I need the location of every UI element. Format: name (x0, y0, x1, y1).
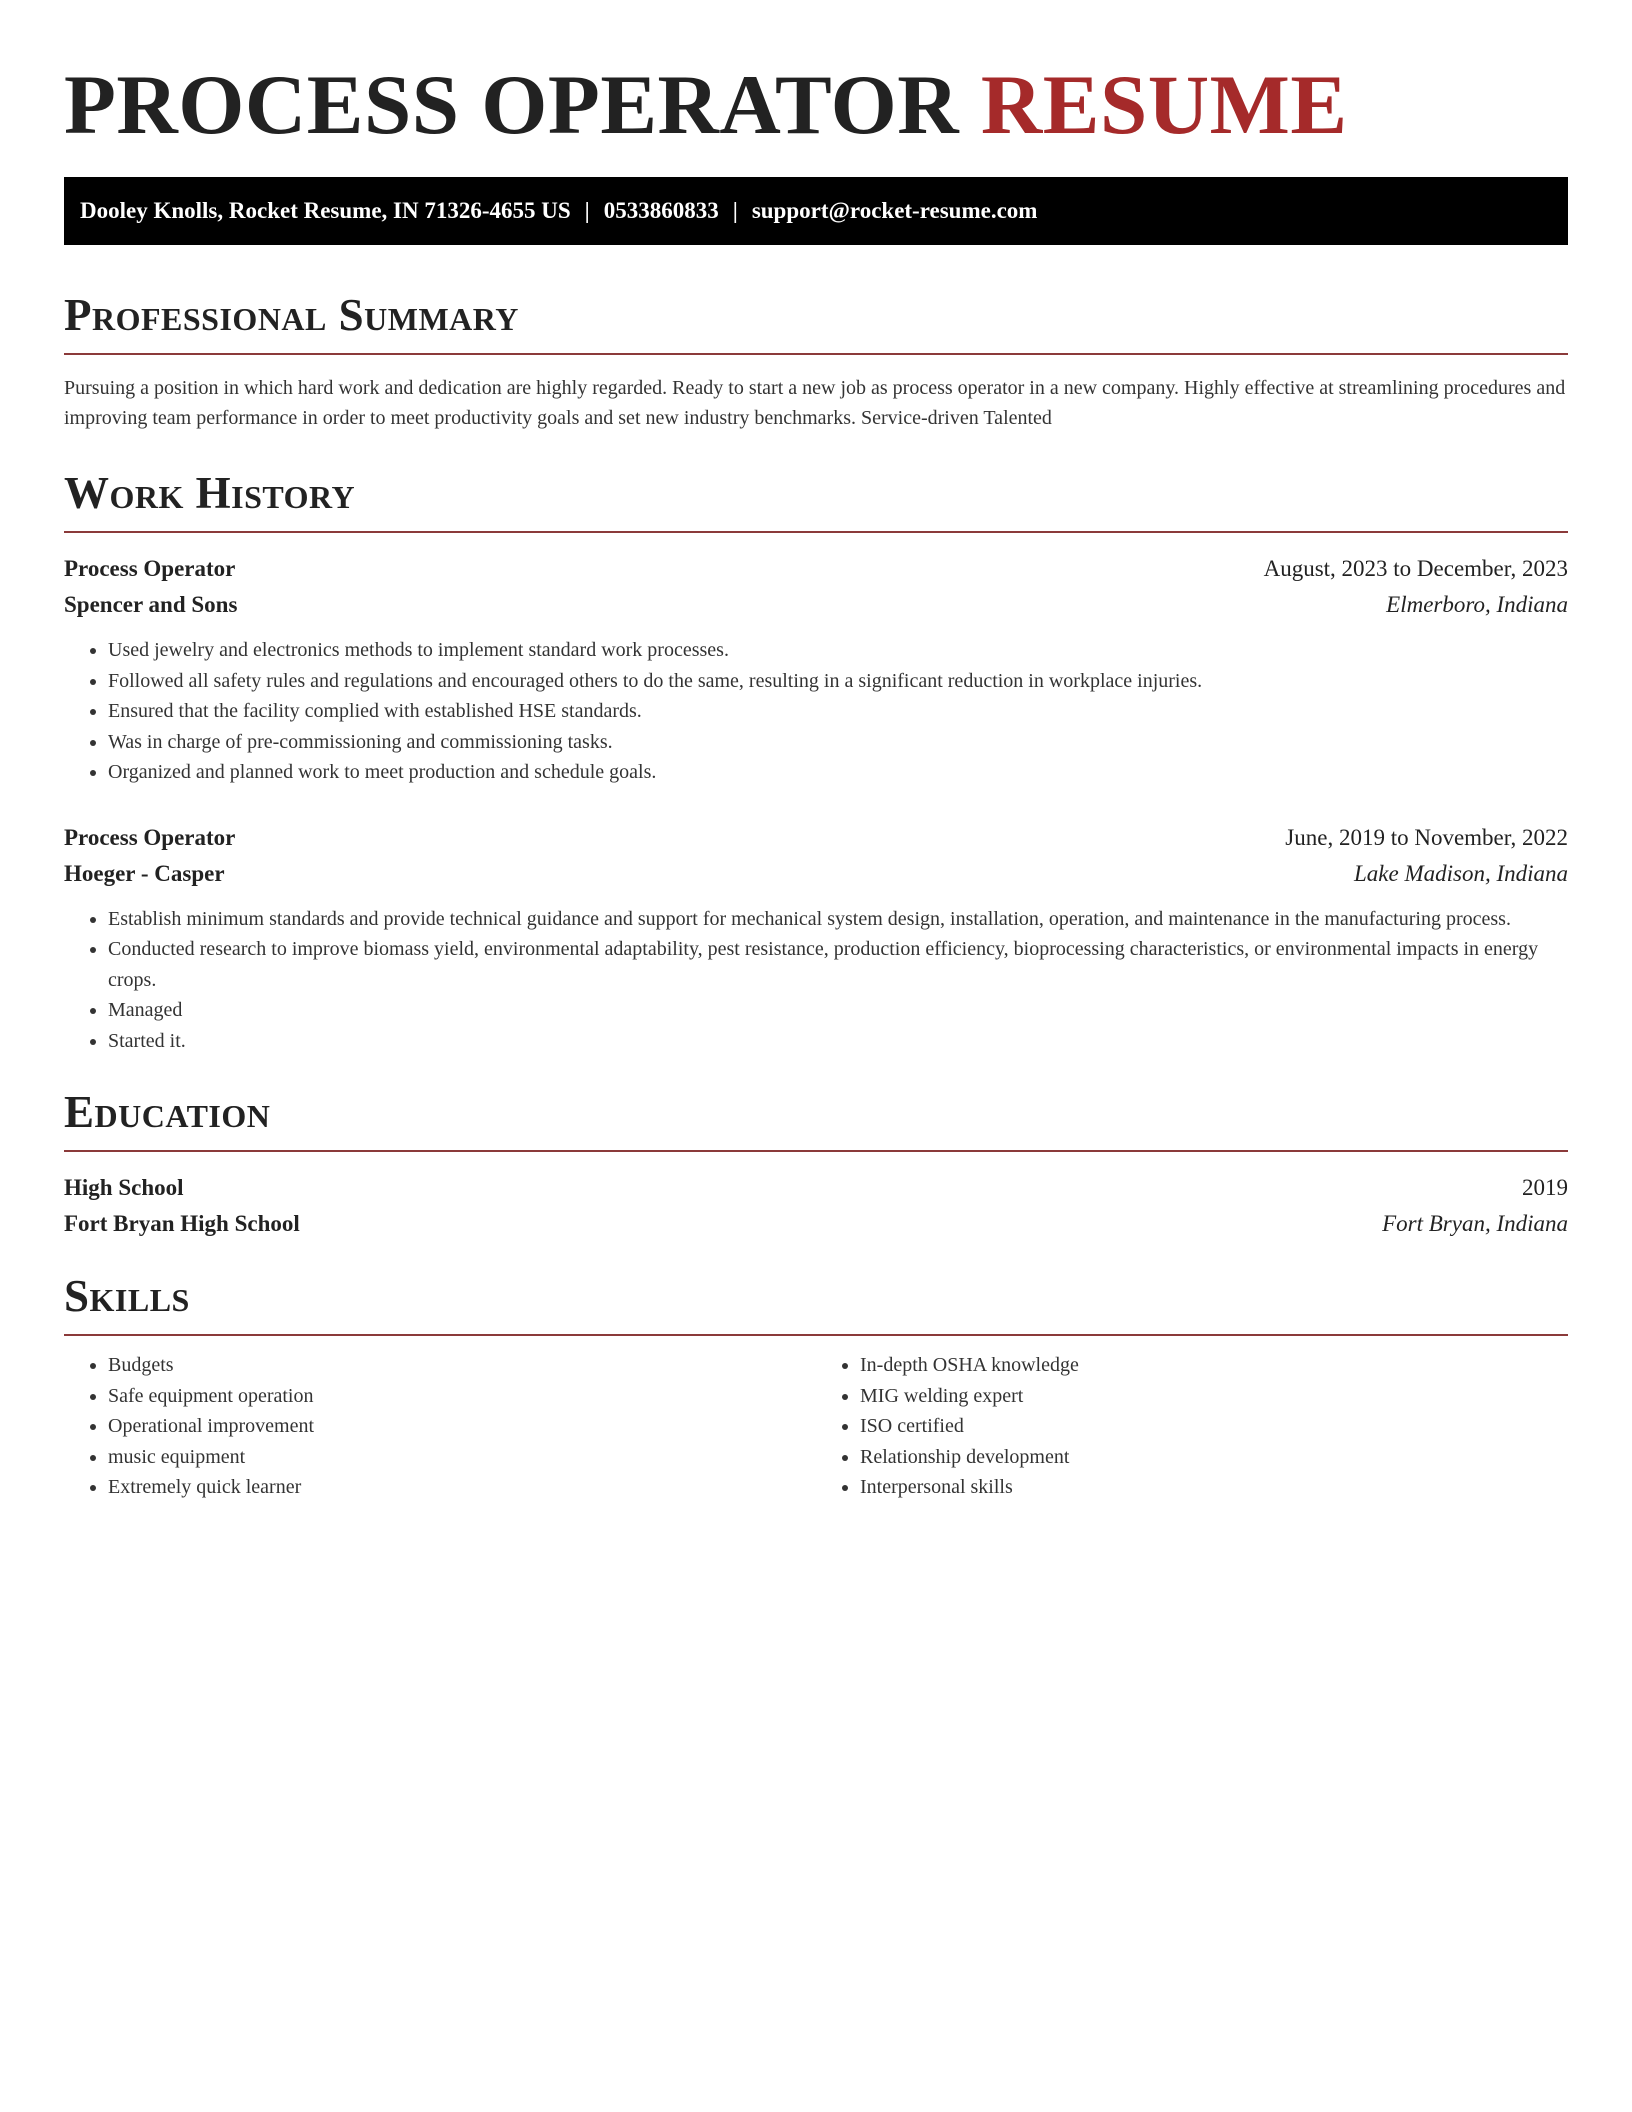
skills-grid (64, 1350, 1568, 1503)
contact-address: Dooley Knolls, Rocket Resume, IN 71326-4655 US (80, 198, 571, 223)
education-degree: High School (64, 1175, 184, 1200)
education-heading: Education (64, 1087, 271, 1137)
job-title: Process Operator (64, 824, 236, 850)
skill-item: • MIG welding expert (860, 1381, 1568, 1412)
job-entry (64, 820, 1568, 1057)
job-company: Hoeger - Casper (64, 860, 225, 886)
job-bullet: • Ensured that the facility complied with established HSE standards. (108, 696, 1568, 727)
job-bullets (64, 904, 1568, 1057)
skill-item: • Extremely quick learner (108, 1472, 816, 1503)
skills-heading: Skills (64, 1271, 190, 1321)
job-title-row (64, 551, 1568, 587)
education-school-row (64, 1206, 1568, 1242)
job-title-row (64, 820, 1568, 856)
education-year: 2019 (1522, 1175, 1568, 1200)
skill-item: • Relationship development (860, 1442, 1568, 1473)
skill-item: • Operational improvement (108, 1411, 816, 1442)
job-bullet: • Followed all safety rules and regulations and encouraged others to do the same, resulting in a significant reduction in workplace injuries. (108, 666, 1568, 697)
section-divider (64, 1150, 1568, 1152)
job-location: Lake Madison, Indiana (1353, 860, 1568, 886)
job-bullet: • Was in charge of pre-commissioning and commissioning tasks. (108, 727, 1568, 758)
contact-separator: | (584, 198, 590, 223)
skills-section (64, 1268, 1568, 1503)
job-bullets (64, 635, 1568, 788)
job-company: Spencer and Sons (64, 592, 238, 617)
skills-column-right (816, 1350, 1568, 1503)
skill-item: • music equipment (108, 1442, 816, 1473)
section-divider (64, 353, 1568, 355)
education-entry (64, 1170, 1568, 1242)
education-section (64, 1084, 1568, 1242)
skill-item: • Safe equipment operation (108, 1381, 816, 1412)
job-bullet: • Organized and planned work to meet production and schedule goals. (108, 757, 1568, 788)
contact-bar (64, 177, 1568, 245)
title-main: PROCESS OPERATOR (64, 58, 960, 152)
job-bullet: • Used jewelry and electronics methods to implement standard work processes. (108, 635, 1568, 666)
education-degree-row (64, 1170, 1568, 1206)
work-history-section (64, 465, 1568, 1056)
title-accent: RESUME (980, 58, 1348, 152)
job-dates: August, 2023 to December, 2023 (1263, 556, 1568, 581)
job-location: Elmerboro, Indiana (1386, 592, 1568, 617)
education-location: Fort Bryan, Indiana (1382, 1211, 1568, 1236)
section-divider (64, 1334, 1568, 1336)
skill-item: • In-depth OSHA knowledge (860, 1350, 1568, 1381)
skills-column-left (64, 1350, 816, 1503)
job-entry (64, 551, 1568, 788)
summary-section (64, 287, 1568, 433)
contact-phone: 0533860833 (603, 198, 719, 223)
work-history-heading: Work History (64, 468, 356, 518)
job-bullet: • Establish minimum standards and provide technical guidance and support for mechanical system design, installation, operation, and maintenance in the manufacturing process. (108, 904, 1568, 935)
skill-item: • Interpersonal skills (860, 1472, 1568, 1503)
job-title: Process Operator (64, 556, 236, 581)
skill-item: • Budgets (108, 1350, 816, 1381)
skills-list (64, 1350, 816, 1503)
skill-item: • ISO certified (860, 1411, 1568, 1442)
contact-separator: | (732, 198, 738, 223)
summary-heading: Professional Summary (64, 290, 519, 340)
section-divider (64, 531, 1568, 533)
job-bullet: • Managed (108, 995, 1568, 1026)
job-company-row (64, 587, 1568, 623)
job-bullet: • Conducted research to improve biomass yield, environmental adaptability, pest resistance, production efficiency, bioprocessing characteristics, or environmental impacts in energy crops. (108, 934, 1568, 995)
job-bullet: • Started it. (108, 1026, 1568, 1057)
skills-list (816, 1350, 1568, 1503)
resume-title (64, 0, 1568, 155)
contact-email[interactable]: support@rocket-resume.com (751, 198, 1038, 223)
education-school: Fort Bryan High School (64, 1211, 300, 1236)
job-company-row (64, 856, 1568, 892)
job-dates: June, 2019 to November, 2022 (1285, 824, 1568, 850)
summary-text: Pursuing a position in which hard work and dedication are highly regarded. Ready to start a new job as process operator in a new company. Highly effective at streamlining procedures and improving team performance in order to meet productivity goals and set new industry benchmarks. Service-driven Talented (64, 377, 1566, 429)
